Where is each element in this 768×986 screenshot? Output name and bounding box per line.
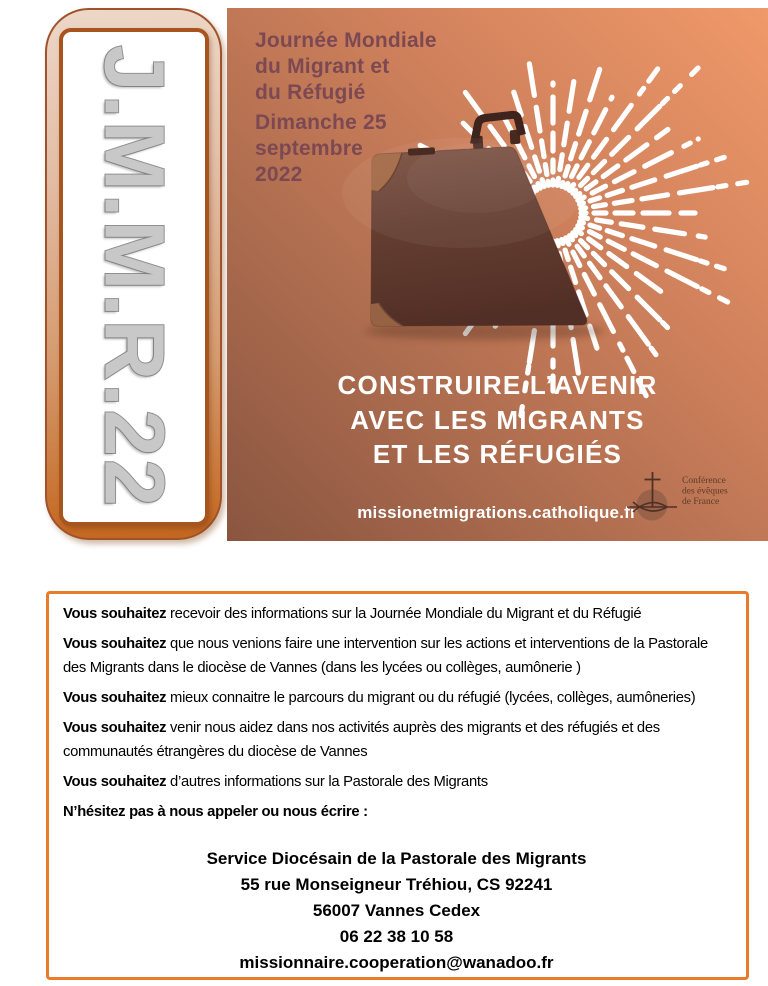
cef-logo-text: de France [682, 497, 720, 507]
event-title: Journée Mondiale du Migrant et du Réfugié [255, 29, 437, 104]
info-paragraph: Vous souhaitez que nous venions faire une intervention sur les actions et interventions de la Pastorale des Migrants dans le diocèse de Vannes (dans les lycées ou collèges, aumônerie ) [63, 636, 708, 676]
event-poster [227, 8, 768, 541]
closing-line: N’hésitez pas à nous appeler ou nous écrire : [63, 804, 368, 820]
contact-service-name: Service Diocésain de la Pastorale des Migrants [206, 849, 587, 868]
cef-logo-text: Conférence [682, 476, 726, 486]
jmmr-badge [45, 8, 222, 540]
contact-city: 56007 Vannes Cedex [312, 901, 481, 920]
suitcase-latch [408, 147, 435, 155]
info-paragraph: Vous souhaitez d’autres informations sur la Pastorale des Migrants [63, 774, 488, 790]
contact-block [63, 846, 730, 976]
info-paragraph: Vous souhaitez mieux connaitre le parcours du migrant ou du réfugié (lycées, collèges, aumôneries) [63, 690, 696, 706]
contact-street: 55 rue Monseigneur Tréhiou, CS 92241 [240, 875, 553, 894]
cef-logo [625, 466, 760, 530]
cef-logo-text: des évêques [682, 486, 728, 497]
poster-headline: CONSTRUIRE L’AVENIR AVEC LES MIGRANTS ET LES RÉFUGIÉS [337, 370, 658, 469]
jmmr-vertical-text: J.M.M.R.22 [87, 44, 182, 510]
info-paragraph: Vous souhaitez venir nous aidez dans nos activités auprès des migrants et des réfugiés et des communautés étrangères du diocèse de Vannes [63, 720, 660, 760]
website-url: missionetmigrations.catholique.fr [357, 503, 637, 522]
event-date: Dimanche 25 septembre 2022 [255, 111, 387, 186]
info-box [46, 591, 749, 980]
contact-email: missionnaire.cooperation@wanadoo.fr [239, 953, 554, 972]
info-paragraph: Vous souhaitez recevoir des informations sur la Journée Mondiale du Migrant et du Réfugié [63, 606, 642, 622]
jmmr-badge-inner [59, 28, 209, 526]
cross-and-fish-icon [627, 472, 677, 512]
contact-phone: 06 22 38 10 58 [339, 927, 454, 946]
